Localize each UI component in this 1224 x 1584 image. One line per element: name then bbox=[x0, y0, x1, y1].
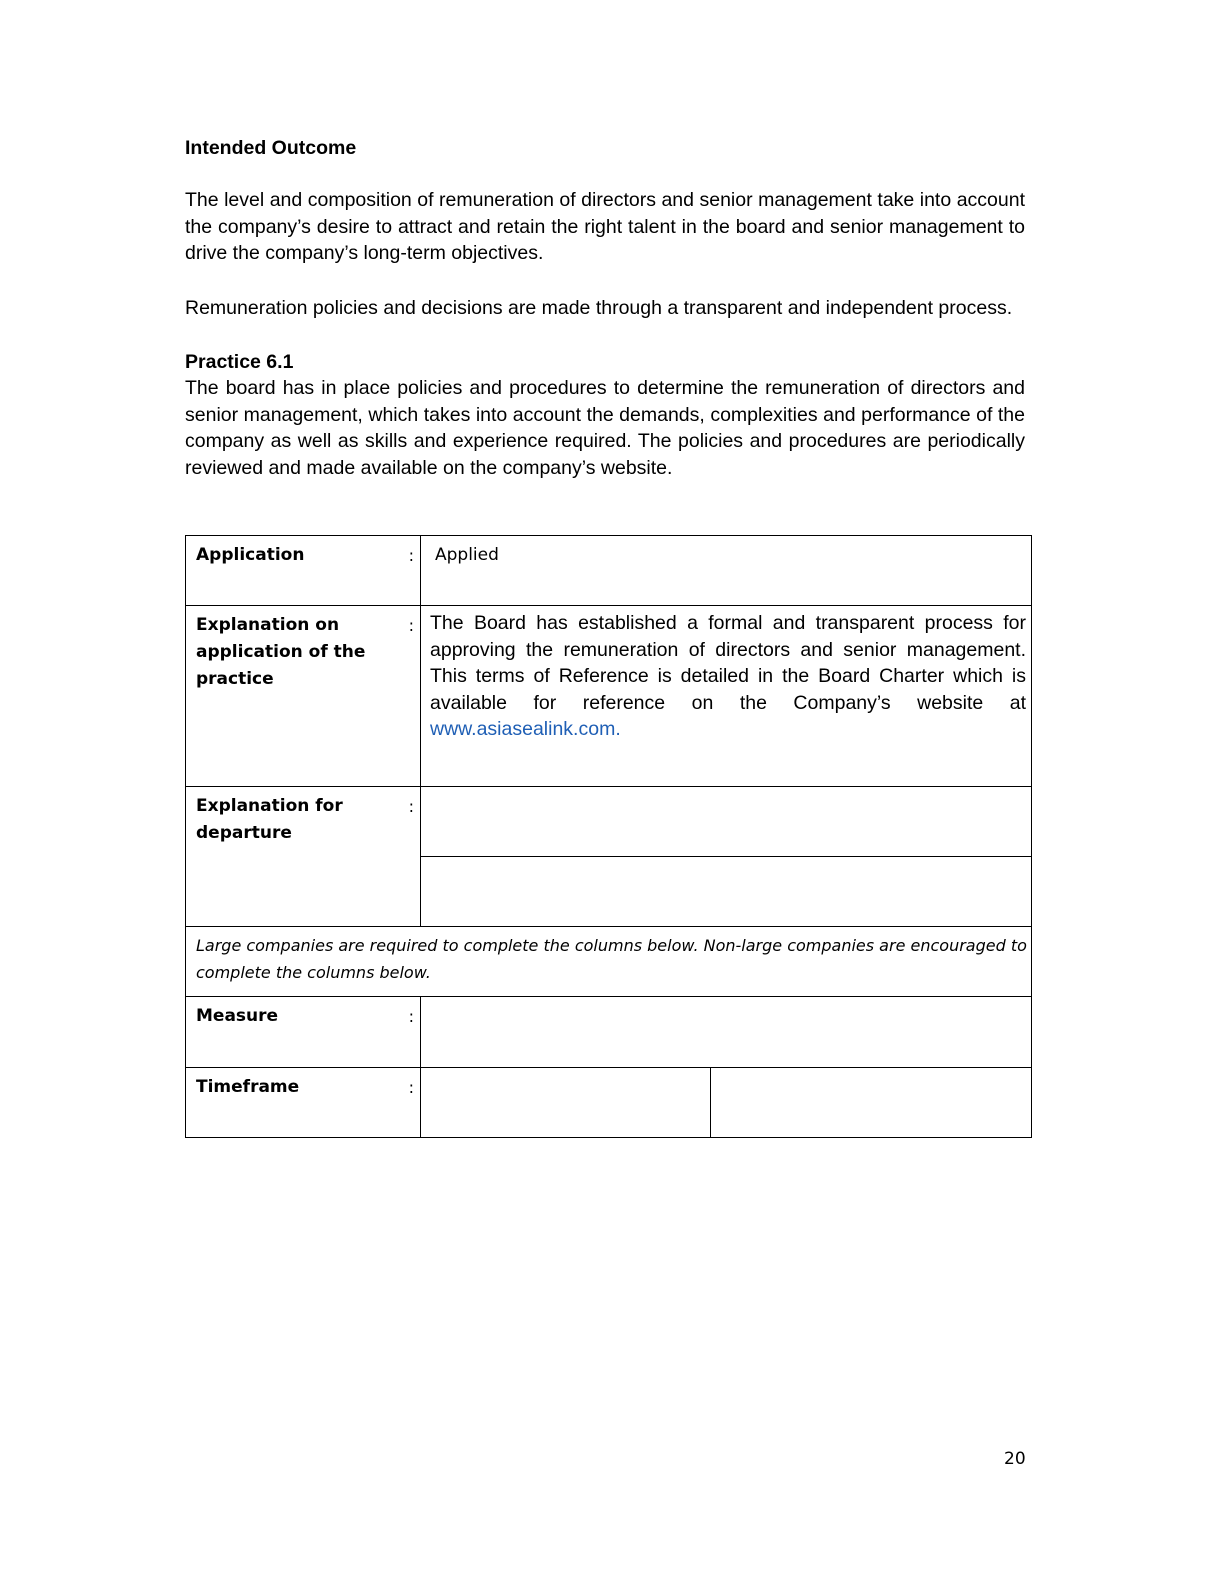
departure-label-cell bbox=[186, 787, 421, 927]
application-value: Applied bbox=[435, 545, 499, 565]
departure-label: Explanation for departure bbox=[196, 796, 343, 843]
intended-outcome-heading: Intended Outcome bbox=[185, 137, 357, 159]
departure-value-cell-1[interactable] bbox=[421, 787, 1032, 857]
page-number: 20 bbox=[1004, 1449, 1026, 1469]
practice-form-table bbox=[185, 535, 1032, 1138]
explanation-value bbox=[421, 606, 1031, 743]
departure-value-cell-2[interactable] bbox=[421, 857, 1032, 927]
measure-value-cell[interactable] bbox=[421, 997, 1032, 1068]
application-row bbox=[186, 536, 1032, 606]
timeframe-label-cell bbox=[186, 1068, 421, 1138]
measure-label-cell bbox=[186, 997, 421, 1068]
colon: : bbox=[408, 1078, 414, 1097]
colon: : bbox=[408, 546, 414, 565]
explanation-label: Explanation on application of the practice bbox=[196, 615, 366, 689]
note-cell bbox=[186, 927, 1032, 997]
company-website-link[interactable]: www.asiasealink.com. bbox=[430, 718, 621, 740]
intended-outcome-paragraph-2: Remuneration policies and decisions are made through a transparent and independent process. bbox=[185, 296, 1013, 319]
explanation-label-cell bbox=[186, 606, 421, 787]
note-row bbox=[186, 927, 1032, 997]
intended-outcome-paragraph-1: The level and composition of remuneration of directors and senior management take into account the company’s desire to attract and retain the right talent in the board and senior management to drive the company’s long-term objectives. bbox=[185, 189, 1025, 264]
colon: : bbox=[408, 616, 414, 635]
colon: : bbox=[408, 797, 414, 816]
timeframe-value-cell-1[interactable] bbox=[421, 1068, 711, 1138]
application-label-cell bbox=[186, 536, 421, 606]
practice-heading: Practice 6.1 bbox=[185, 351, 294, 373]
body-text bbox=[185, 134, 1025, 481]
timeframe-value-cell-2[interactable] bbox=[711, 1068, 1032, 1138]
timeframe-row bbox=[186, 1068, 1032, 1138]
colon: : bbox=[408, 1007, 414, 1026]
large-companies-note: Large companies are required to complete the columns below. Non-large companies are encouraged to complete the columns below. bbox=[196, 936, 1027, 982]
timeframe-label: Timeframe bbox=[196, 1077, 300, 1097]
measure-row bbox=[186, 997, 1032, 1068]
explanation-value-cell[interactable] bbox=[421, 606, 1032, 787]
application-label: Application bbox=[196, 545, 305, 565]
practice-description: The board has in place policies and procedures to determine the remuneration of directors and senior management, which takes into account the demands, complexities and performance of the company as well as skills and experience required. The policies and procedures are periodically reviewed and made available on the company’s website. bbox=[185, 377, 1025, 479]
measure-label: Measure bbox=[196, 1006, 279, 1026]
explanation-row bbox=[186, 606, 1032, 787]
departure-row bbox=[186, 787, 1032, 857]
application-value-cell[interactable] bbox=[421, 536, 1032, 606]
explanation-text: The Board has established a formal and transparent process for approving the remuneration of directors and senior management. This terms of Reference is detailed in the Board Charter which is available for reference on the Company’s website at bbox=[430, 612, 1027, 714]
